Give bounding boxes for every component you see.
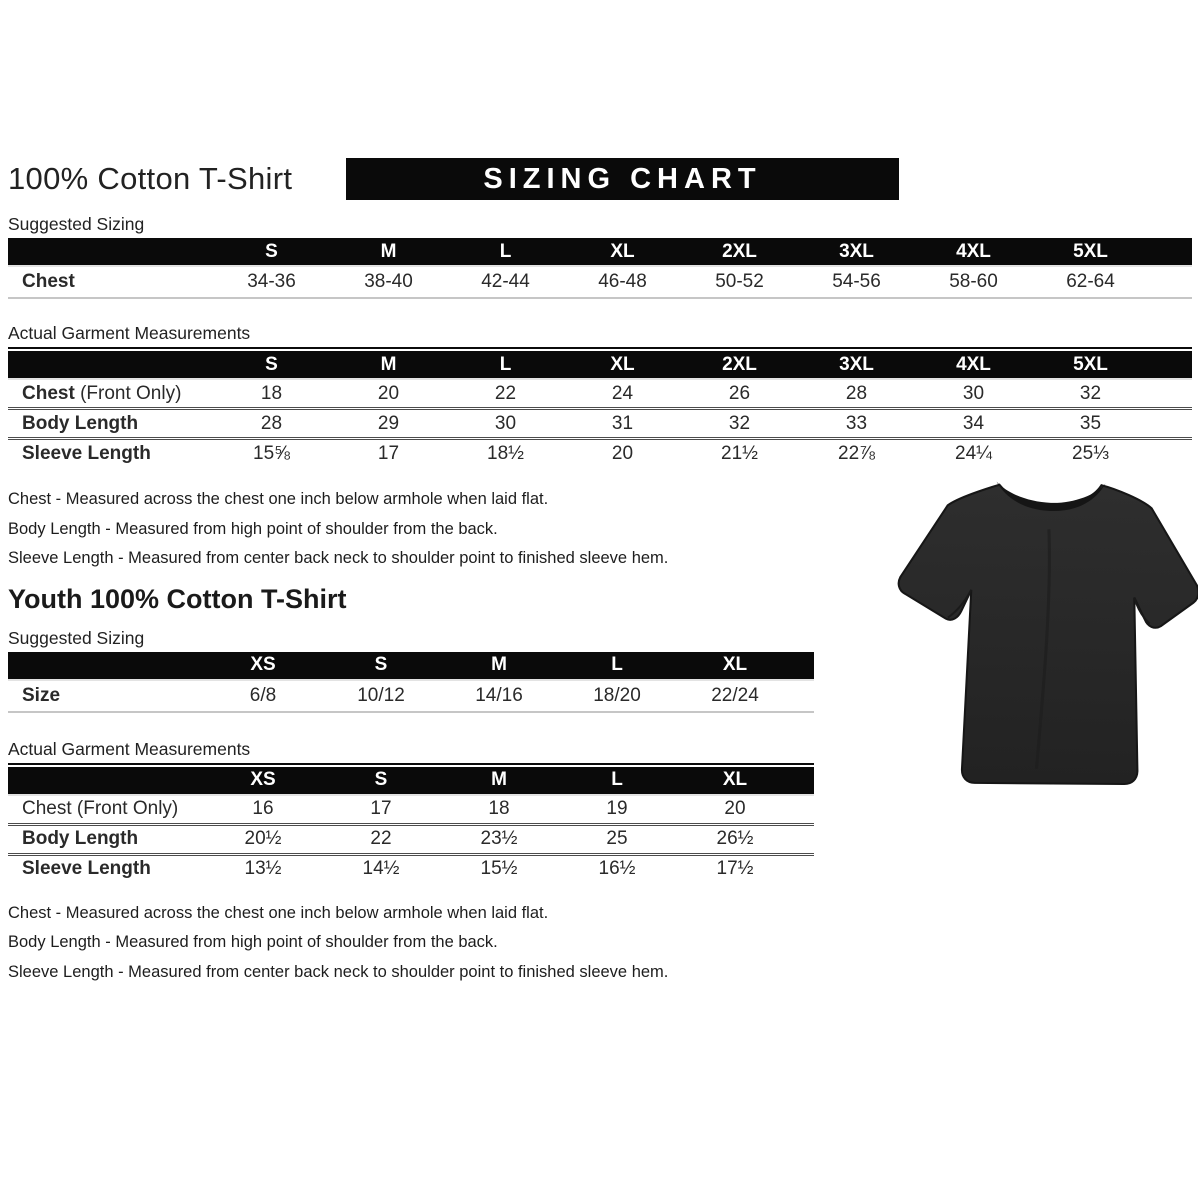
row-label: Chest [8, 266, 213, 298]
size-header: XL [676, 652, 794, 680]
value-cell: 17 [370, 798, 392, 819]
value-cell: 18 [488, 798, 510, 819]
youth-actual-measurements-label: Actual Garment Measurements [8, 738, 251, 759]
note-sleeve-length: Sleeve Length - Measured from center back neck to shoulder point to finished sleeve hem. [8, 962, 669, 981]
value-cell: 16 [252, 798, 274, 819]
size-header: 4XL [915, 351, 1032, 379]
value-cell: 10/12 [322, 680, 440, 712]
value-cell: 31 [564, 409, 681, 439]
size-header: M [440, 767, 558, 795]
value-cell: 33 [798, 409, 915, 439]
value-cell: 14/16 [440, 680, 558, 712]
value-cell: 34-36 [213, 266, 330, 298]
value-cell: 18/20 [558, 680, 676, 712]
youth-measurement-notes [8, 899, 1192, 988]
value-cell: 29 [330, 409, 447, 439]
value-cell: 26½ [676, 824, 794, 854]
value-cell: 6/8 [204, 680, 322, 712]
size-header: 4XL [915, 238, 1032, 266]
value-cell [1149, 439, 1192, 468]
size-header: 3XL [798, 238, 915, 266]
size-header-row [8, 351, 1192, 379]
size-header: L [558, 652, 676, 680]
adult-actual-measurements-table-wrap [8, 347, 1192, 467]
youth-section-title: Youth 100% Cotton T-Shirt [8, 583, 347, 614]
value-cell: 30 [447, 409, 564, 439]
value-cell: 17 [330, 439, 447, 468]
value-cell: 18 [260, 382, 283, 404]
header-spacer [1149, 351, 1192, 379]
value-cell [794, 824, 814, 854]
table-row [8, 379, 1192, 409]
size-header-row [8, 652, 814, 680]
document-header [8, 158, 1192, 206]
table-row [8, 854, 814, 883]
value-cell: 20½ [204, 824, 322, 854]
size-header: M [330, 351, 447, 379]
value-cell: 28 [213, 409, 330, 439]
size-header: 3XL [798, 351, 915, 379]
black-tshirt-icon [892, 468, 1198, 820]
size-header: XS [204, 767, 322, 795]
row-label: Body Length [8, 409, 213, 439]
youth-actual-measurements-table [8, 767, 814, 883]
value-cell [794, 795, 814, 825]
value-cell [1149, 379, 1192, 409]
value-cell: 18½ [447, 439, 564, 468]
row-label-main: Chest [22, 382, 75, 404]
note-chest: Chest - Measured across the chest one inch below armhole when laid flat. [8, 490, 549, 508]
size-header: L [447, 351, 564, 379]
size-header: XL [676, 767, 794, 795]
value-cell: 15⅝ [213, 439, 330, 468]
table-row [8, 439, 1192, 468]
header-spacer [1149, 238, 1192, 266]
header-spacer [794, 767, 814, 795]
size-header: 5XL [1032, 351, 1149, 379]
note-chest: Chest - Measured across the chest one inch below armhole when laid flat. [8, 903, 549, 922]
adult-actual-measurements-table [8, 351, 1192, 467]
youth-suggested-sizing-label: Suggested Sizing [8, 627, 145, 648]
value-cell [1149, 409, 1192, 439]
size-header: 5XL [1032, 238, 1149, 266]
adult-suggested-sizing-label: Suggested Sizing [8, 214, 145, 234]
value-cell: 22 [322, 824, 440, 854]
value-cell: 24¼ [915, 439, 1032, 468]
value-cell: 16½ [558, 854, 676, 883]
value-cell: 50-52 [681, 266, 798, 298]
size-header: XL [564, 351, 681, 379]
value-cell: 19 [606, 798, 628, 819]
value-cell: 26 [728, 382, 751, 404]
row-label [8, 379, 213, 409]
value-cell: 22/24 [676, 680, 794, 712]
value-cell: 20 [377, 382, 400, 404]
value-cell: 17½ [676, 854, 794, 883]
size-header: S [322, 767, 440, 795]
value-cell: 15½ [440, 854, 558, 883]
row-label: Chest (Front Only) [22, 798, 179, 819]
size-header: 2XL [681, 238, 798, 266]
value-cell: 25⅓ [1032, 439, 1149, 468]
value-cell: 20 [564, 439, 681, 468]
value-cell: 22 [494, 382, 517, 404]
note-sleeve-length: Sleeve Length - Measured from center back neck to shoulder point to finished sleeve hem. [8, 549, 669, 567]
size-header: M [330, 238, 447, 266]
size-header: 2XL [681, 351, 798, 379]
value-cell: 13½ [204, 854, 322, 883]
value-cell: 42-44 [447, 266, 564, 298]
value-cell: 25 [558, 824, 676, 854]
row-label: Sleeve Length [8, 854, 204, 883]
row-label: Size [8, 680, 204, 712]
value-cell: 54-56 [798, 266, 915, 298]
value-cell: 58-60 [915, 266, 1032, 298]
row-label: Body Length [8, 824, 204, 854]
size-header: L [447, 238, 564, 266]
value-cell: 14½ [322, 854, 440, 883]
sizing-chart-banner: SIZING CHART [346, 158, 899, 200]
value-cell: 30 [962, 382, 985, 404]
table-row [8, 824, 814, 854]
value-cell: 32 [1079, 382, 1102, 404]
header-spacer [8, 351, 213, 379]
value-cell: 23½ [440, 824, 558, 854]
value-cell [794, 854, 814, 883]
size-header: S [213, 238, 330, 266]
value-cell: 20 [724, 798, 746, 819]
value-cell [794, 680, 814, 712]
header-spacer [794, 652, 814, 680]
value-cell: 21½ [681, 439, 798, 468]
size-header: XL [564, 238, 681, 266]
size-header-row [8, 238, 1192, 266]
adult-actual-measurements-label: Actual Garment Measurements [8, 323, 251, 343]
header-spacer [8, 238, 213, 266]
size-header-row [8, 767, 814, 795]
value-cell: 38-40 [330, 266, 447, 298]
size-header: S [213, 351, 330, 379]
table-row [8, 680, 814, 712]
size-header: S [322, 652, 440, 680]
page-title: 100% Cotton T-Shirt [8, 161, 293, 196]
header-spacer [8, 652, 204, 680]
tshirt-body [892, 478, 1198, 790]
table-row [8, 266, 1192, 298]
value-cell: 34 [915, 409, 1032, 439]
adult-suggested-sizing-table [8, 238, 1192, 299]
value-cell: 62-64 [1032, 266, 1149, 298]
value-cell: 32 [681, 409, 798, 439]
row-label: Sleeve Length [8, 439, 213, 468]
note-body-length: Body Length - Measured from high point of shoulder from the back. [8, 933, 498, 951]
size-header: XS [204, 652, 322, 680]
value-cell: 22⅞ [798, 439, 915, 468]
youth-actual-measurements-table-wrap [8, 763, 814, 883]
value-cell: 35 [1032, 409, 1149, 439]
value-cell: 24 [611, 382, 634, 404]
value-cell: 46-48 [564, 266, 681, 298]
value-cell [1149, 266, 1192, 298]
size-header: M [440, 652, 558, 680]
note-body-length: Body Length - Measured from high point of shoulder from the back. [8, 519, 498, 538]
header-spacer [8, 767, 204, 795]
table-row [8, 409, 1192, 439]
row-label-suffix: (Front Only) [74, 382, 182, 404]
table-row [8, 795, 814, 825]
value-cell: 28 [845, 382, 868, 404]
youth-suggested-sizing-table [8, 652, 814, 713]
size-header: L [558, 767, 676, 795]
tshirt-product-image [892, 468, 1198, 820]
